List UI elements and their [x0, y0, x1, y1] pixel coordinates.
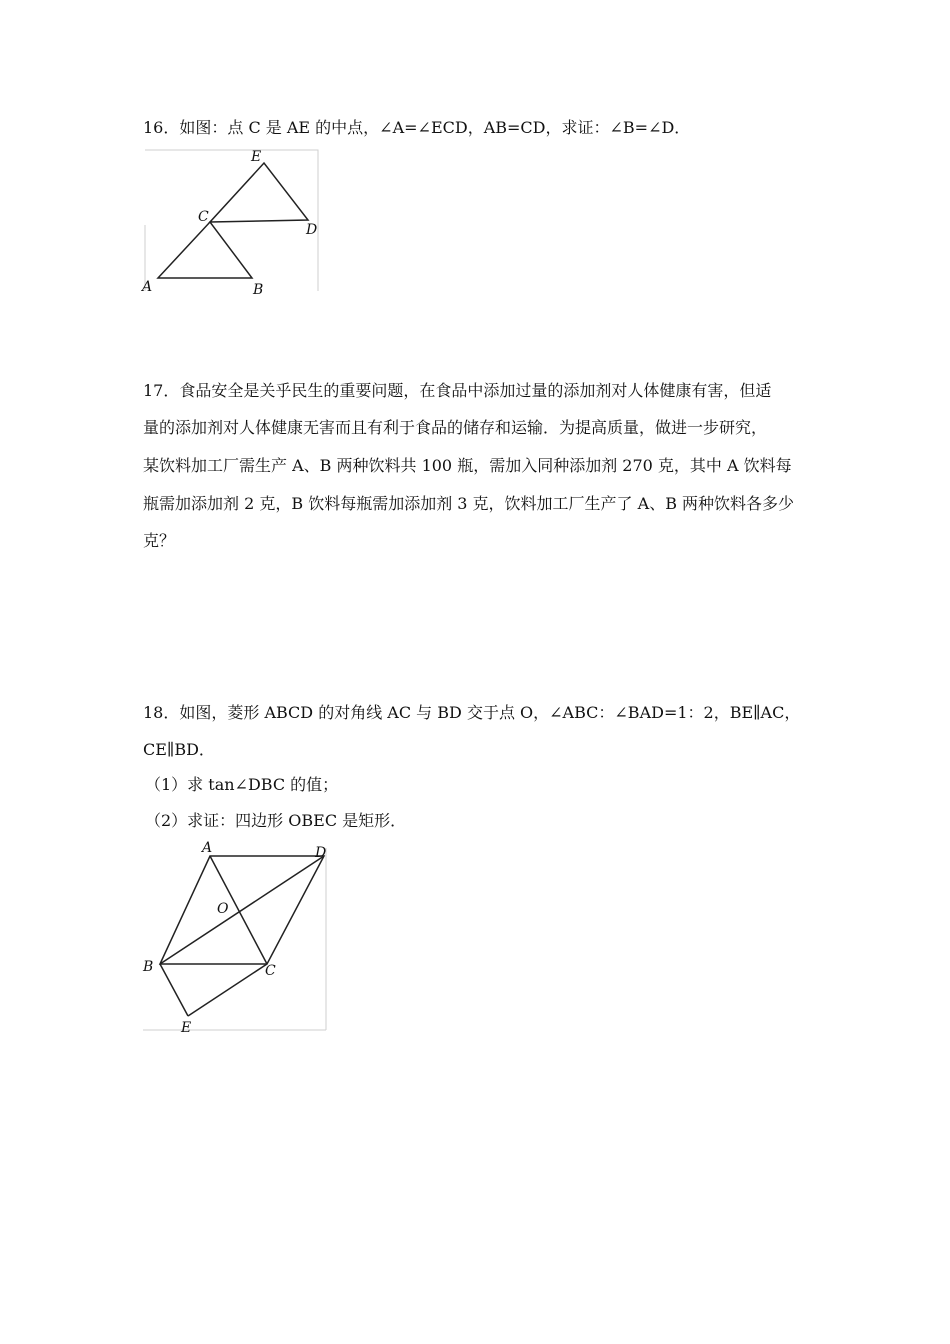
label-o: O	[217, 901, 229, 917]
problem-18-line-2: CE∥BD．	[143, 740, 215, 759]
problem-17-line-4: 瓶需加添加剂 2 克，B 饮料每瓶需加添加剂 3 克，饮料加工厂生产了 A、B 两种饮料各多少	[143, 494, 795, 513]
label-c: C	[198, 209, 209, 225]
label-a: A	[142, 279, 153, 295]
label-e: E	[251, 149, 262, 165]
problem-17-line-5: 克？	[143, 531, 176, 550]
problem-17-line-2: 量的添加剂对人体健康无害而且有利于食品的储存和运输．为提高质量，做进一步研究，	[143, 418, 768, 437]
problem-18-part-1: （1）求 tan∠DBC 的值；	[145, 775, 339, 794]
problem-18-figure	[140, 838, 330, 1036]
segment-be	[160, 964, 188, 1016]
label-b: B	[253, 282, 264, 298]
label-d: D	[315, 845, 327, 861]
triangle-abc	[158, 222, 252, 278]
label-c: C	[265, 963, 276, 979]
label-a: A	[202, 840, 213, 856]
problem-16-statement: 16．如图：点 C 是 AE 的中点，∠A=∠ECD，AB=CD，求证：∠B=∠D．	[143, 118, 691, 137]
problem-18-part-2: （2）求证：四边形 OBEC 是矩形．	[145, 811, 407, 830]
problem-17-line-1: 17．食品安全是关乎民生的重要问题，在食品中添加过量的添加剂对人体健康有害，但适	[143, 381, 772, 400]
problem-17-line-3: 某饮料加工厂需生产 A、B 两种饮料共 100 瓶，需加入同种添加剂 270 克，其中 A 饮料每	[143, 456, 792, 475]
label-b: B	[143, 959, 154, 975]
problem-18-line-1: 18．如图，菱形 ABCD 的对角线 AC 与 BD 交于点 O，∠ABC：∠BAD=1：2，BE∥AC，	[143, 703, 801, 722]
label-d: D	[306, 222, 318, 238]
segment-ce	[188, 964, 267, 1016]
label-e: E	[181, 1020, 192, 1036]
triangle-ced	[210, 163, 308, 222]
problem-16-figure	[140, 145, 325, 300]
